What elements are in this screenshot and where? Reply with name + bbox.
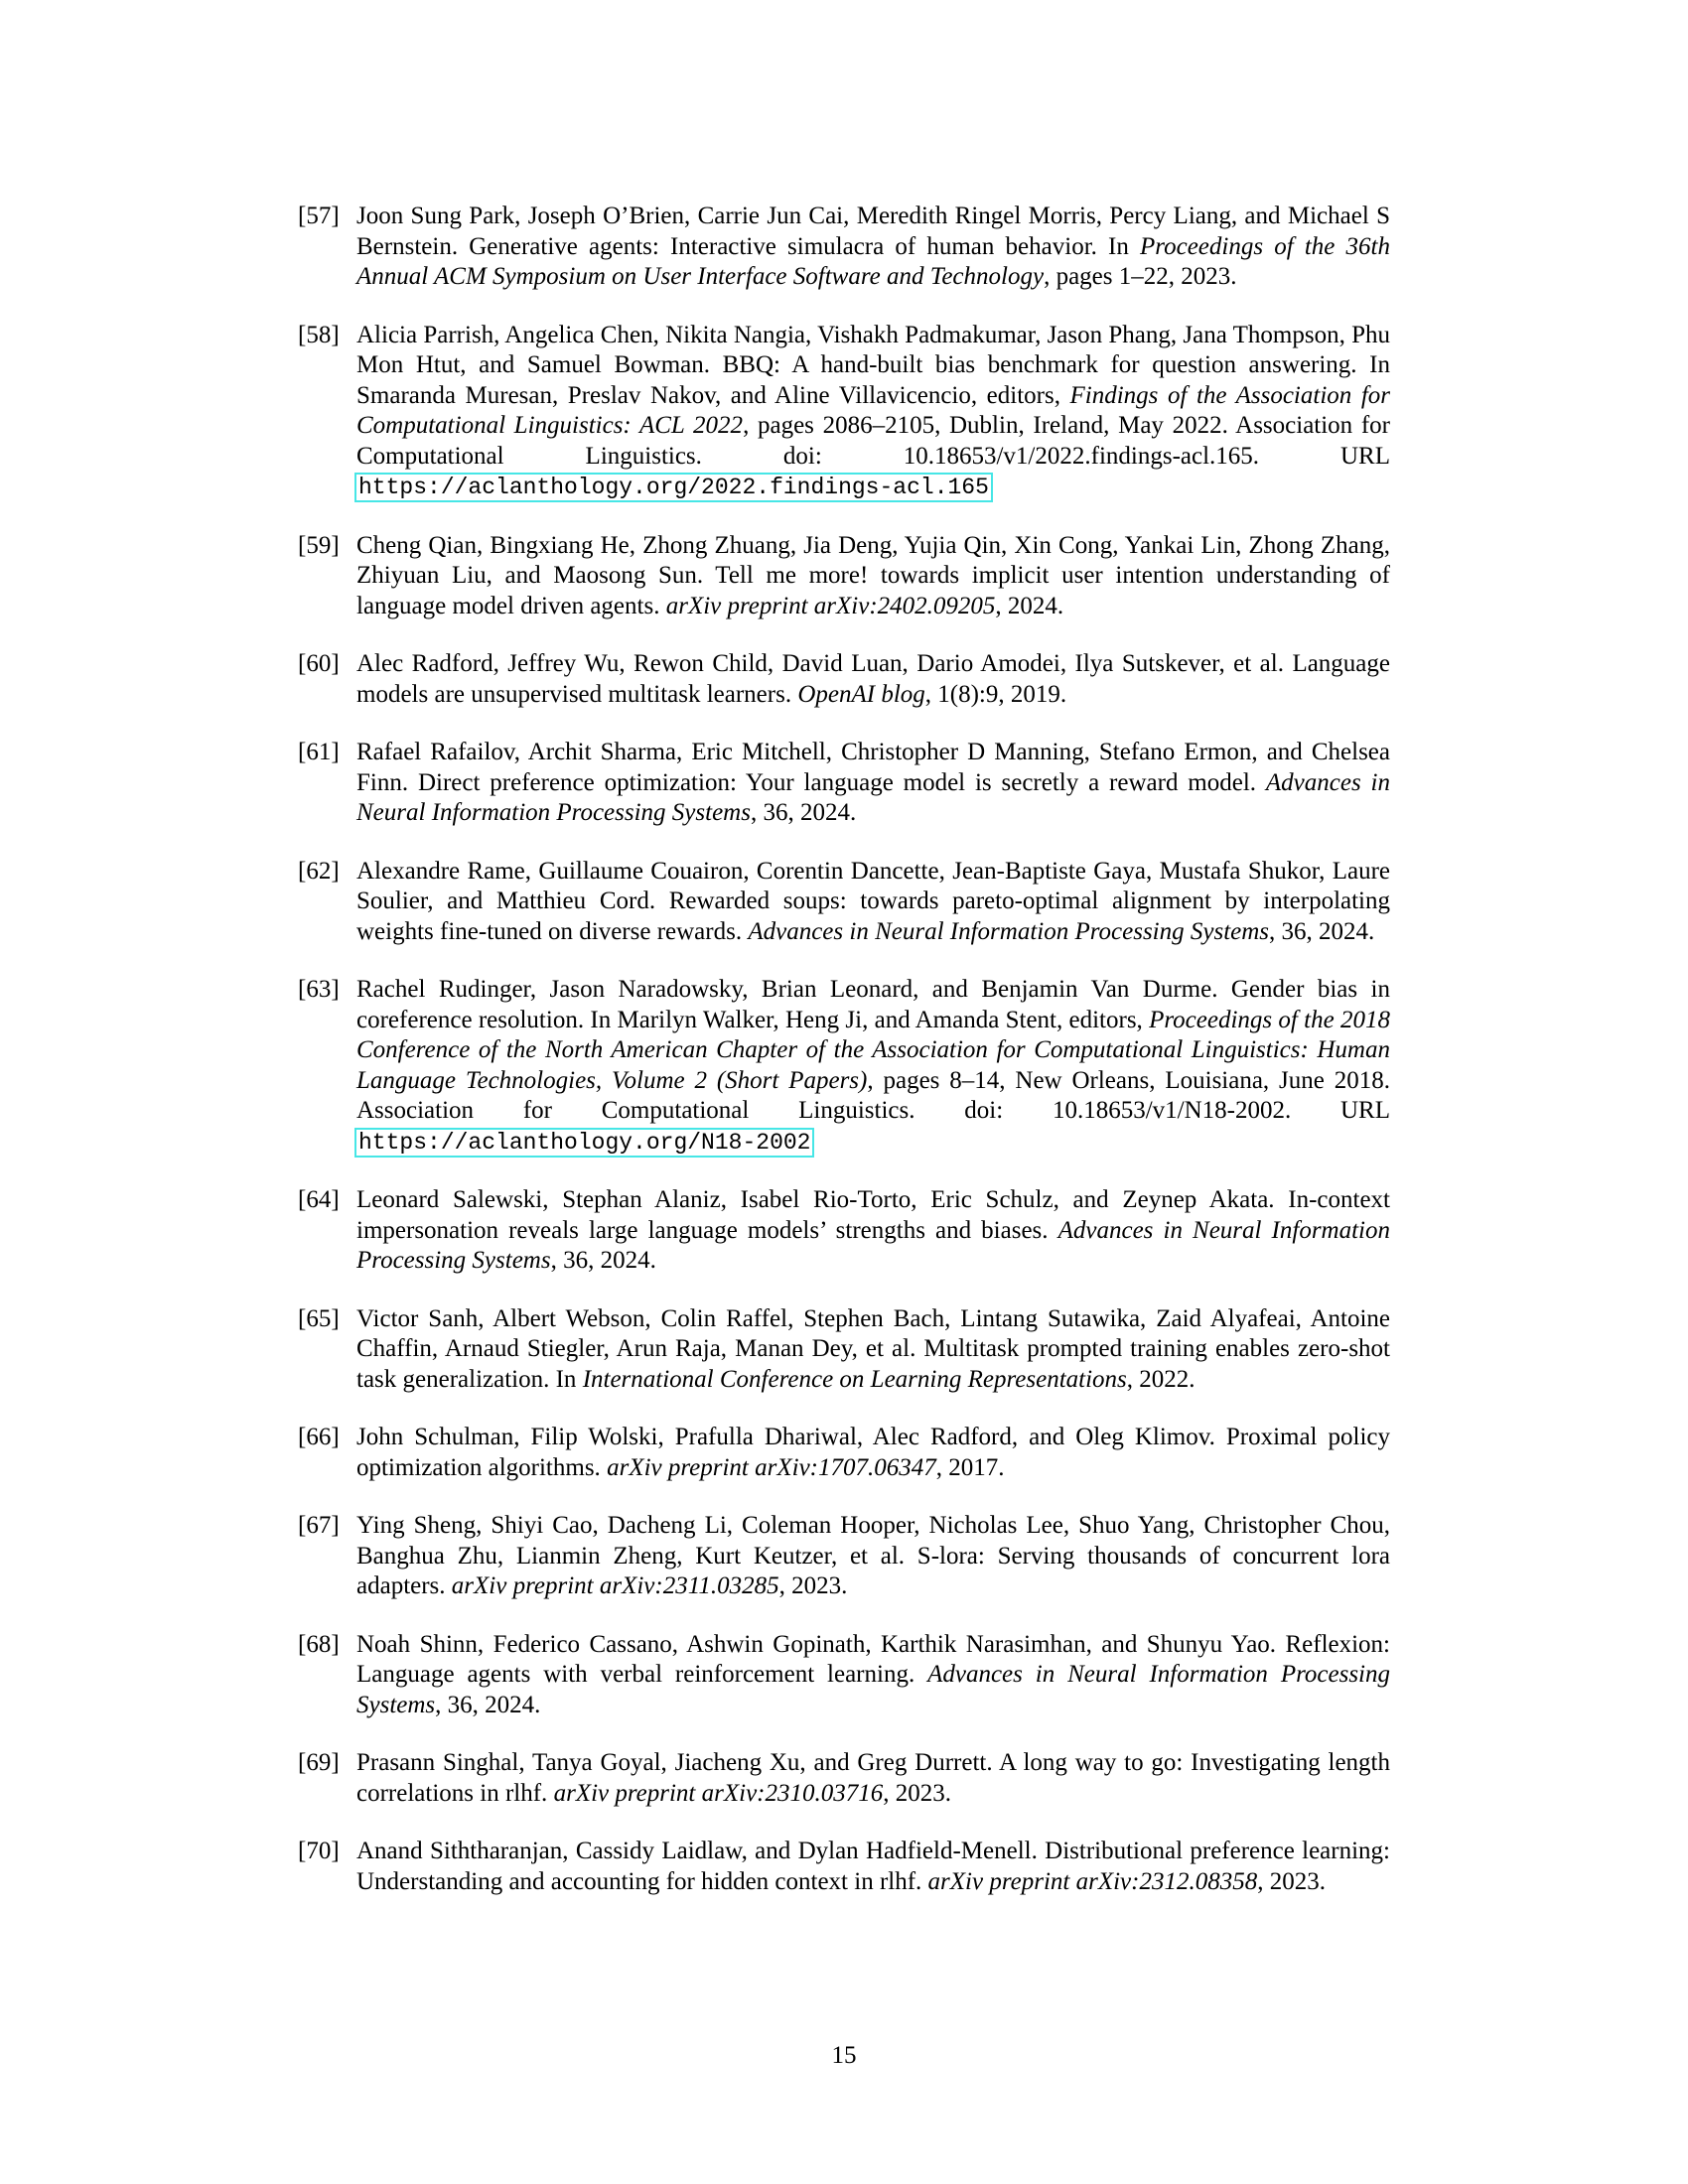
reference-venue: International Conference on Learning Representations [582, 1365, 1127, 1393]
reference-details: , 36, 2024. [750, 799, 857, 826]
reference-text [356, 1630, 1390, 1721]
reference-item [298, 202, 1390, 293]
reference-details: , 36, 2024. [550, 1247, 656, 1274]
reference-venue: Advances in Neural Information Processing Systems [356, 1216, 1390, 1274]
reference-venue: Advances in Neural Information Processing Systems [356, 768, 1390, 826]
reference-details: , 2023. [778, 1572, 848, 1599]
reference-number: [66] [298, 1424, 340, 1450]
reference-authors-title: Alicia Parrish, Angelica Chen, Nikita Nangia, Vishakh Padmakumar, Jason Phang, Jana Thompson, Phu Mon Htut, and Samuel Bowman. BBQ: A hand-built bias benchmark for question answering. In Smaranda Muresan, Preslav Nakov, and Aline Villavicencio, editors, [356, 321, 1390, 409]
reference-text [356, 531, 1390, 622]
reference-item [298, 738, 1390, 829]
reference-number: [61] [298, 739, 340, 765]
reference-authors-title: Alexandre Rame, Guillaume Couairon, Corentin Dancette, Jean-Baptiste Gaya, Mustafa Shukor, Laure Soulier, and Matthieu Cord. Rewarded soups: towards pareto-optimal alignment by interpolating weights fine-tuned on diverse rewards. [356, 857, 1390, 945]
reference-text [356, 1185, 1390, 1277]
reference-venue: arXiv preprint arXiv:2312.08358 [927, 1867, 1258, 1895]
reference-text [356, 1304, 1390, 1396]
reference-authors-title: Alec Radford, Jeffrey Wu, Rewon Child, David Luan, Dario Amodei, Ilya Sutskever, et al. Language models are unsupervised multitask learners. [356, 650, 1390, 708]
reference-details: , 2023. [883, 1779, 951, 1807]
reference-authors-title: Leonard Salewski, Stephan Alaniz, Isabel Rio-Torto, Eric Schulz, and Zeynep Akata. In-context impersonation reveals large language models’ strengths and biases. [356, 1186, 1390, 1244]
reference-venue: Advances in Neural Information Processing Systems [748, 917, 1270, 945]
reference-item [298, 531, 1390, 622]
reference-item [298, 649, 1390, 710]
reference-number: [57] [298, 203, 340, 229]
reference-item [298, 1185, 1390, 1277]
reference-text [356, 975, 1390, 1158]
reference-number: [70] [298, 1838, 340, 1864]
reference-text [356, 202, 1390, 293]
reference-authors-title: John Schulman, Filip Wolski, Prafulla Dhariwal, Alec Radford, and Oleg Klimov. Proximal policy optimization algorithms. [356, 1424, 1390, 1481]
reference-number: [62] [298, 857, 340, 885]
reference-venue: arXiv preprint arXiv:2311.03285 [451, 1572, 779, 1599]
reference-venue: Proceedings of the 2018 Conference of the North American Chapter of the Association for Computational Linguistics: Human Language Technologies, Volume 2 (Short Papers) [356, 1006, 1390, 1094]
reference-item [298, 1748, 1390, 1809]
reference-item [298, 1304, 1390, 1396]
reference-text [356, 1748, 1390, 1809]
reference-number: [59] [298, 531, 340, 559]
reference-list [298, 202, 1390, 1925]
reference-text [356, 321, 1390, 503]
reference-item [298, 321, 1390, 503]
reference-number: [65] [298, 1304, 340, 1332]
reference-number: [60] [298, 650, 340, 677]
reference-item [298, 975, 1390, 1158]
reference-venue: arXiv preprint arXiv:2402.09205 [665, 592, 996, 619]
reference-venue: arXiv preprint arXiv:1707.06347 [607, 1453, 936, 1481]
reference-venue: OpenAI blog [797, 680, 925, 708]
reference-authors-title: Anand Siththaranjan, Cassidy Laidlaw, and Dylan Hadfield-Menell. Distributional preference learning: Understanding and accounting for hidden context in rlhf. [356, 1838, 1390, 1895]
reference-authors-title: Joon Sung Park, Joseph O’Brien, Carrie Jun Cai, Meredith Ringel Morris, Percy Liang, and Michael S Bernstein. Generative agents: Interactive simulacra of human behavior. In [356, 203, 1390, 260]
reference-number: [58] [298, 321, 340, 348]
reference-text [356, 1837, 1390, 1897]
reference-number: [69] [298, 1749, 340, 1776]
reference-details: , pages 2086–2105, Dublin, Ireland, May 2022. Association for Computational Linguistics. doi: 10.18653/v1/2022.findings-acl.165. [356, 412, 1391, 470]
reference-text [356, 1511, 1390, 1602]
reference-authors-title: Ying Sheng, Shiyi Cao, Dacheng Li, Coleman Hooper, Nicholas Lee, Shuo Yang, Christopher Chou, Banghua Zhu, Lianmin Zheng, Kurt Keutzer, et al. S-lora: Serving thousands of concurrent lora adapters. [356, 1512, 1390, 1599]
reference-text [356, 738, 1390, 829]
reference-details: , 36, 2024. [1269, 917, 1375, 945]
reference-authors-title: Noah Shinn, Federico Cassano, Ashwin Gopinath, Karthik Narasimhan, and Shunyu Yao. Reflexion: Language agents with verbal reinforcement learning. [356, 1630, 1390, 1688]
reference-text [356, 649, 1390, 710]
reference-item [298, 857, 1390, 948]
url-prefix: URL [1291, 1097, 1390, 1124]
reference-number: [64] [298, 1186, 340, 1213]
reference-item [298, 1630, 1390, 1721]
reference-details: , 36, 2024. [435, 1691, 541, 1718]
reference-details: , pages 1–22, 2023. [1044, 263, 1237, 290]
reference-venue: Advances in Neural Information Processing Systems [356, 1661, 1390, 1718]
reference-text [356, 857, 1390, 948]
reference-authors-title: Cheng Qian, Bingxiang He, Zhong Zhuang, Jia Deng, Yujia Qin, Xin Cong, Yankai Lin, Zhong Zhang, Zhiyuan Liu, and Maosong Sun. Tell me more! towards implicit user intention understanding of language model driven agents. [356, 531, 1390, 619]
reference-item [298, 1837, 1390, 1897]
reference-details: , pages 8–14, New Orleans, Louisiana, June 2018. Association for Computational Linguistics. doi: 10.18653/v1/N18-2002. [356, 1066, 1390, 1124]
reference-text [356, 1423, 1390, 1483]
reference-venue: Proceedings of the 36th Annual ACM Symposium on User Interface Software and Technology [356, 232, 1390, 290]
reference-number: [63] [298, 976, 340, 1003]
reference-authors-title: Rachel Rudinger, Jason Naradowsky, Brian Leonard, and Benjamin Van Durme. Gender bias in coreference resolution. In Marilyn Walker, Heng Ji, and Amanda Stent, editors, [356, 976, 1390, 1033]
page-number: 15 [831, 2042, 857, 2069]
reference-details: , 2023. [1257, 1867, 1326, 1895]
reference-venue: arXiv preprint arXiv:2310.03716 [553, 1779, 884, 1807]
reference-url-link[interactable]: https://aclanthology.org/2022.findings-acl.165 [358, 475, 989, 500]
reference-details: , 2017. [935, 1453, 1005, 1481]
reference-details: , 2024. [995, 592, 1064, 619]
reference-number: [67] [298, 1512, 340, 1539]
reference-url-link[interactable]: https://aclanthology.org/N18-2002 [358, 1129, 811, 1156]
url-prefix: URL [1259, 442, 1390, 470]
reference-venue: Findings of the Association for Computational Linguistics: ACL 2022 [356, 381, 1390, 439]
reference-authors-title: Victor Sanh, Albert Webson, Colin Raffel, Stephen Bach, Lintang Sutawika, Zaid Alyafeai, Antoine Chaffin, Arnaud Stiegler, Arun Raja, Manan Dey, et al. Multitask prompted training enables zero-shot task generalization. In [356, 1304, 1390, 1393]
reference-number: [68] [298, 1630, 340, 1658]
reference-details: , 2022. [1126, 1365, 1196, 1393]
reference-authors-title: Prasann Singhal, Tanya Goyal, Jiacheng Xu, and Greg Durrett. A long way to go: Investigating length correlations in rlhf. [356, 1749, 1390, 1807]
reference-authors-title: Rafael Rafailov, Archit Sharma, Eric Mitchell, Christopher D Manning, Stefano Ermon, and Chelsea Finn. Direct preference optimization: Your language model is secretly a reward model. [356, 739, 1390, 796]
reference-item [298, 1511, 1390, 1602]
reference-details: , 1(8):9, 2019. [924, 680, 1067, 708]
reference-item [298, 1423, 1390, 1483]
